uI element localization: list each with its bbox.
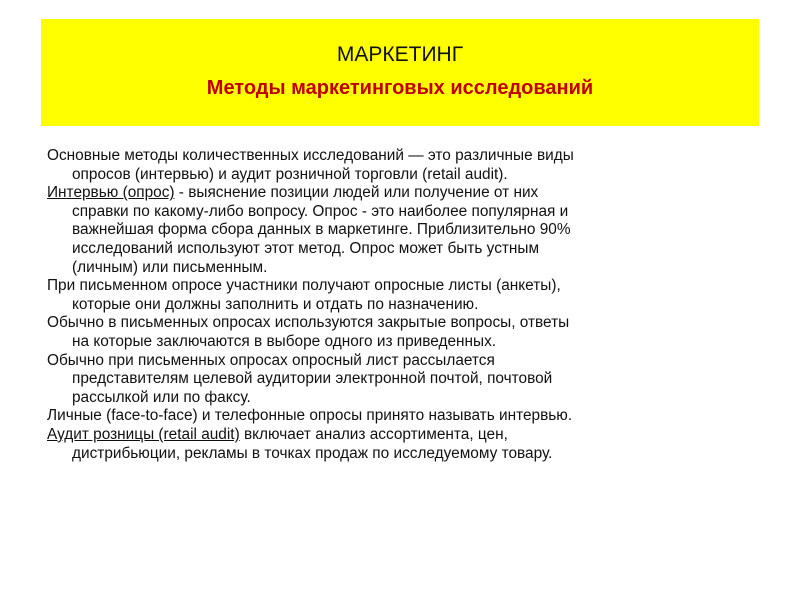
slide-body (47, 147, 747, 463)
text-line: которые они должны заполнить и отдать по назначению. (72, 295, 479, 313)
term-interview: Интервью (опрос) (47, 184, 175, 202)
text-line: включает анализ ассортимента, цен, (239, 425, 508, 443)
text-line: представителям целевой аудитории электронной почтой, почтовой (72, 370, 553, 388)
text-line: на которые заключаются в выборе одного из приведенных. (72, 332, 497, 350)
text-line: (личным) или письменным. (72, 258, 268, 276)
text-line: Обычно в письменных опросах используются закрытые вопросы, ответы (47, 314, 570, 332)
paragraph-retail-audit (47, 426, 747, 463)
text-line: дистрибьюции, рекламы в точках продаж по исследуемому товару. (72, 444, 553, 462)
text-line: рассылкой или по факсу. (72, 388, 251, 406)
paragraph-closed-questions (47, 314, 747, 351)
text-line: важнейшая форма сбора данных в маркетинге. Приблизительно 90% (72, 221, 571, 239)
text-line: Основные методы количественных исследований — это различные виды (47, 147, 574, 164)
paragraph-distribution (47, 352, 747, 408)
slide-subtitle: Методы маркетинговых исследований (206, 77, 594, 99)
text-line: При письменном опросе участники получают опросные листы (анкеты), (47, 277, 561, 295)
slide-title: МАРКЕТИНГ (336, 43, 464, 66)
paragraph-quantitative-methods (47, 147, 747, 184)
paragraph-face-to-face (47, 407, 747, 426)
text-line: Личные (face-to-face) и телефонные опросы принято называть интервью. (47, 407, 573, 425)
text-line: исследований используют этот метод. Опрос может быть устным (72, 239, 540, 257)
text-line: опросов (интервью) и аудит розничной торговли (retail audit). (72, 165, 508, 183)
term-retail-audit: Аудит розницы (retail audit) (47, 425, 240, 443)
paragraph-interview (47, 184, 747, 277)
header-band (41, 19, 759, 126)
text-line: - выяснение позиции людей или получение от них (174, 184, 539, 202)
text-line: справки по какому-либо вопросу. Опрос - это наиболее популярная и (72, 202, 569, 220)
paragraph-written-survey (47, 277, 747, 314)
text-line: Обычно при письменных опросах опросный лист рассылается (47, 351, 495, 369)
